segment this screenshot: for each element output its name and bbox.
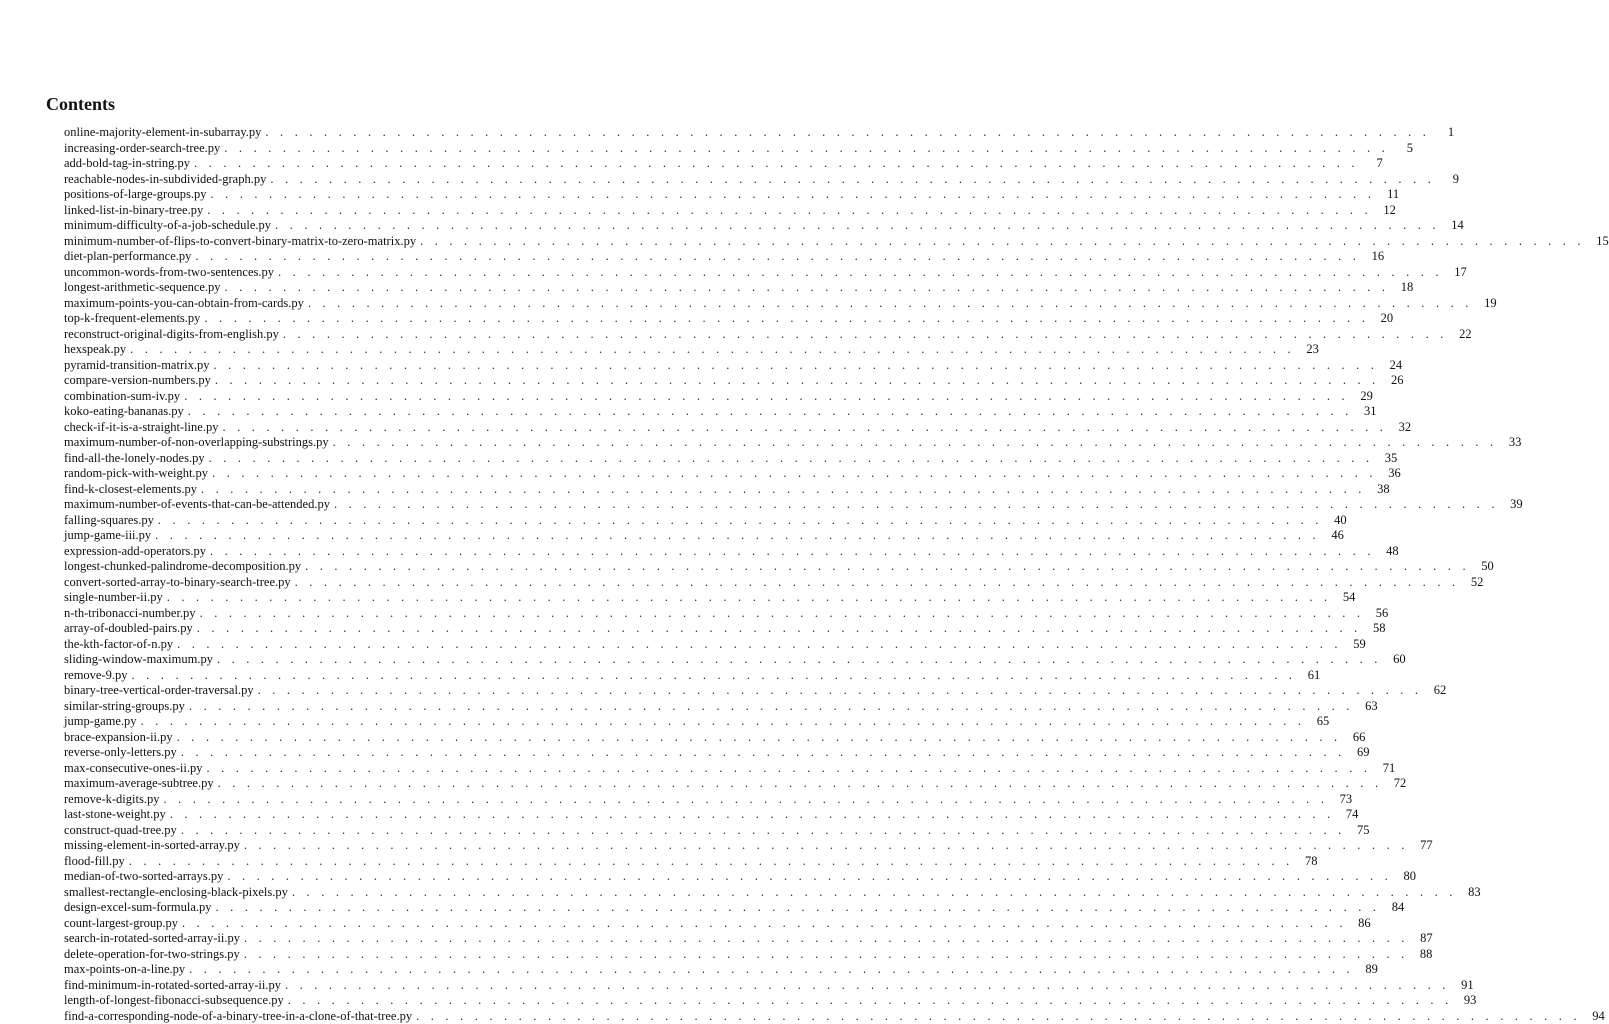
toc-entry-title[interactable]: design-excel-sum-formula.py — [64, 900, 212, 914]
toc-entry-title[interactable]: increasing-order-search-tree.py — [64, 140, 221, 155]
toc-entry-page-number[interactable]: 58 — [1372, 621, 1386, 635]
toc-leader-dots: . . . . . . . . . . . . . . . . . . . . . . . . . . . . . . . . . . . . . . . . . . . . . . . . . . . . . . . . . . . . . . . . . . . . . . . . . . . . . . . . — [206, 760, 1372, 775]
toc-entry-title[interactable]: koko-eating-bananas.py — [64, 404, 184, 418]
toc-entry-title[interactable]: reconstruct-original-digits-from-english.py — [64, 326, 279, 341]
toc-leader-dots: . . . . . . . . . . . . . . . . . . . . . . . . . . . . . . . . . . . . . . . . . . . . . . . . . . . . . . . . . . . . . . . . . . . . . . . . . . . . . . . . — [128, 853, 1294, 868]
toc-entry[interactable] — [64, 543, 1399, 560]
toc-entry-page-number[interactable]: 65 — [1316, 714, 1330, 728]
toc-entry-page-number[interactable]: 72 — [1393, 776, 1407, 790]
toc-entry-title[interactable]: online-majority-element-in-subarray.py — [64, 125, 262, 139]
toc-entry[interactable] — [64, 946, 1433, 963]
toc-entry[interactable] — [64, 435, 1522, 451]
toc-entry-page-number[interactable]: 86 — [1358, 915, 1371, 930]
toc-entry[interactable] — [64, 605, 1389, 622]
toc-leader-dots: . . . . . . . . . . . . . . . . . . . . . . . . . . . . . . . . . . . . . . . . . . . . . . . . . . . . . . . . . . . . . . . . . . . . . . . . . . . . . . . . — [204, 311, 1370, 325]
toc-entry-title[interactable]: find-k-closest-elements.py — [64, 481, 197, 496]
toc-entry-page-number[interactable]: 88 — [1419, 946, 1433, 961]
toc-entry-page-number[interactable]: 50 — [1481, 559, 1494, 573]
toc-entry-page-number[interactable]: 84 — [1391, 900, 1405, 914]
toc-entry-title[interactable]: expression-add-operators.py — [64, 543, 206, 558]
toc-entry-page-number[interactable]: 75 — [1357, 822, 1370, 837]
toc-entry[interactable] — [64, 853, 1318, 870]
toc-leader-dots: . . . . . . . . . . . . . . . . . . . . . . . . . . . . . . . . . . . . . . . . . . . . . . . . . . . . . . . . . . . . . . . . . . . . . . . . . . . . . . . . — [200, 481, 1366, 496]
toc-entry-title[interactable]: maximum-average-subtree.py — [64, 776, 214, 790]
toc-leader-dots: . . . . . . . . . . . . . . . . . . . . . . . . . . . . . . . . . . . . . . . . . . . . . . . . . . . . . . . . . . . . . . . . . . . . . . . . . . . . . . . . — [284, 977, 1450, 992]
toc-entry[interactable] — [64, 993, 1477, 1009]
toc-entry[interactable] — [64, 745, 1370, 761]
toc-entry-title[interactable]: diet-plan-performance.py — [64, 249, 192, 263]
toc-entry-title[interactable]: jump-game.py — [64, 714, 137, 728]
toc-leader-dots: . . . . . . . . . . . . . . . . . . . . . . . . . . . . . . . . . . . . . . . . . . . . . . . . . . . . . . . . . . . . . . . . . . . . . . . . . . . . . . . . — [180, 822, 1346, 837]
toc-entry-title[interactable]: add-bold-tag-in-string.py — [64, 156, 191, 170]
toc-entry[interactable] — [64, 450, 1398, 467]
toc-entry[interactable] — [64, 822, 1370, 839]
toc-entry-page-number[interactable]: 87 — [1420, 931, 1433, 945]
toc-leader-dots: . . . . . . . . . . . . . . . . . . . . . . . . . . . . . . . . . . . . . . . . . . . . . . . . . . . . . . . . . . . . . . . . . . . . . . . . . . . . . . . . — [212, 466, 1377, 480]
toc-entry-title[interactable]: delete-operation-for-two-strings.py — [64, 946, 240, 961]
table-of-contents — [64, 125, 1609, 1024]
toc-entry-title[interactable]: brace-expansion-ii.py — [64, 729, 173, 744]
toc-leader-dots: . . . . . . . . . . . . . . . . . . . . . . . . . . . . . . . . . . . . . . . . . . . . . . . . . . . . . . . . . . . . . . . . . . . . . . . . . . . . . . . . — [209, 543, 1375, 558]
toc-entry[interactable] — [64, 528, 1344, 544]
toc-entry-title[interactable]: linked-list-in-binary-tree.py — [64, 202, 204, 217]
toc-entry[interactable] — [64, 125, 1455, 141]
toc-entry[interactable] — [64, 404, 1377, 420]
toc-entry[interactable] — [64, 388, 1373, 405]
toc-leader-dots: . . . . . . . . . . . . . . . . . . . . . . . . . . . . . . . . . . . . . . . . . . . . . . . . . . . . . . . . . . . . . . . . . . . . . . . . . . . . . . . . — [131, 667, 1297, 682]
toc-entry-title[interactable]: last-stone-weight.py — [64, 807, 166, 821]
toc-entry[interactable] — [64, 202, 1396, 219]
toc-entry-title[interactable]: n-th-tribonacci-number.py — [64, 605, 196, 620]
toc-entry-page-number[interactable]: 48 — [1386, 543, 1399, 558]
toc-entry-title[interactable]: max-consecutive-ones-ii.py — [64, 760, 203, 775]
toc-leader-dots: . . . . . . . . . . . . . . . . . . . . . . . . . . . . . . . . . . . . . . . . . . . . . . . . . . . . . . . . . . . . . . . . . . . . . . . . . . . . . . . . — [278, 264, 1443, 279]
toc-leader-dots: . . . . . . . . . . . . . . . . . . . . . . . . . . . . . . . . . . . . . . . . . . . . . . . . . . . . . . . . . . . . . . . . . . . . . . . . . . . . . . . . — [181, 915, 1347, 930]
toc-entry-title[interactable]: longest-chunked-palindrome-decomposition.py — [64, 559, 302, 573]
toc-entry-page-number[interactable]: 56 — [1375, 605, 1389, 620]
toc-entry-page-number[interactable]: 32 — [1398, 419, 1412, 434]
toc-entry-title[interactable]: similar-string-groups.py — [64, 698, 185, 713]
toc-leader-dots: . . . . . . . . . . . . . . . . . . . . . . . . . . . . . . . . . . . . . . . . . . . . . . . . . . . . . . . . . . . . . . . . . . . . . . . . . . . . . . . . — [307, 295, 1473, 310]
toc-leader-dots: . . . . . . . . . . . . . . . . . . . . . . . . . . . . . . . . . . . . . . . . . . . . . . . . . . . . . . . . . . . . . . . . . . . . . . . . . . . . . . . . — [243, 931, 1409, 945]
toc-leader-dots: . . . . . . . . . . . . . . . . . . . . . . . . . . . . . . . . . . . . . . . . . . . . . . . . . . . . . . . . . . . . . . . . . . . . . . . . . . . . . . . . — [420, 233, 1585, 248]
toc-leader-dots: . . . . . . . . . . . . . . . . . . . . . . . . . . . . . . . . . . . . . . . . . . . . . . . . . . . . . . . . . . . . . . . . . . . . . . . . . . . . . . . . — [305, 559, 1470, 573]
contents-heading: Contents — [46, 94, 116, 114]
toc-entry-title[interactable]: missing-element-in-sorted-array.py — [64, 838, 240, 852]
toc-entry-page-number[interactable]: 12 — [1383, 202, 1396, 217]
toc-leader-dots: . . . . . . . . . . . . . . . . . . . . . . . . . . . . . . . . . . . . . . . . . . . . . . . . . . . . . . . . . . . . . . . . . . . . . . . . . . . . . . . . — [166, 590, 1332, 604]
toc-leader-dots: . . . . . . . . . . . . . . . . . . . . . . . . . . . . . . . . . . . . . . . . . . . . . . . . . . . . . . . . . . . . . . . . . . . . . . . . . . . . . . . . — [224, 280, 1390, 294]
toc-entry-page-number[interactable]: 62 — [1433, 683, 1447, 697]
toc-entry[interactable] — [64, 807, 1359, 823]
toc-entry-title[interactable]: flood-fill.py — [64, 853, 125, 868]
toc-leader-dots: . . . . . . . . . . . . . . . . . . . . . . . . . . . . . . . . . . . . . . . . . . . . . . . . . . . . . . . . . . . . . . . . . . . . . . . . . . . . . . . . — [257, 683, 1423, 697]
toc-entry-page-number[interactable]: 93 — [1463, 993, 1477, 1007]
toc-entry-page-number[interactable]: 16 — [1371, 249, 1385, 263]
toc-leader-dots: . . . . . . . . . . . . . . . . . . . . . . . . . . . . . . . . . . . . . . . . . . . . . . . . . . . . . . . . . . . . . . . . . . . . . . . . . . . . . . . . — [157, 512, 1323, 527]
toc-entry-title[interactable]: remove-9.py — [64, 667, 128, 682]
toc-entry[interactable] — [64, 714, 1330, 730]
toc-leader-dots: . . . . . . . . . . . . . . . . . . . . . . . . . . . . . . . . . . . . . . . . . . . . . . . . . . . . . . . . . . . . . . . . . . . . . . . . . . . . . . . . — [222, 419, 1388, 434]
toc-entry-title[interactable]: compare-version-numbers.py — [64, 373, 211, 387]
toc-entry[interactable] — [64, 869, 1417, 885]
toc-leader-dots: . . . . . . . . . . . . . . . . . . . . . . . . . . . . . . . . . . . . . . . . . . . . . . . . . . . . . . . . . . . . . . . . . . . . . . . . . . . . . . . . — [270, 171, 1436, 186]
toc-leader-dots: . . . . . . . . . . . . . . . . . . . . . . . . . . . . . . . . . . . . . . . . . . . . . . . . . . . . . . . . . . . . . . . . . . . . . . . . . . . . . . . . — [188, 698, 1354, 713]
toc-entry-title[interactable]: sliding-window-maximum.py — [64, 652, 213, 666]
toc-leader-dots: . . . . . . . . . . . . . . . . . . . . . . . . . . . . . . . . . . . . . . . . . . . . . . . . . . . . . . . . . . . . . . . . . . . . . . . . . . . . . . . . — [275, 218, 1440, 232]
toc-entry-page-number[interactable]: 39 — [1510, 497, 1523, 511]
toc-leader-dots: . . . . . . . . . . . . . . . . . . . . . . . . . . . . . . . . . . . . . . . . . . . . . . . . . . . . . . . . . . . . . . . . . . . . . . . . . . . . . . . . — [217, 776, 1383, 790]
toc-entry-page-number[interactable]: 63 — [1365, 698, 1378, 713]
toc-entry-page-number[interactable]: 78 — [1304, 853, 1318, 868]
toc-entry-title[interactable]: longest-arithmetic-sequence.py — [64, 280, 221, 294]
toc-entry-title[interactable]: maximum-number-of-events-that-can-be-attended.py — [64, 497, 330, 511]
toc-entry-title[interactable]: maximum-number-of-non-overlapping-substrings.py — [64, 435, 329, 449]
toc-entry[interactable] — [64, 977, 1474, 994]
toc-leader-dots: . . . . . . . . . . . . . . . . . . . . . . . . . . . . . . . . . . . . . . . . . . . . . . . . . . . . . . . . . . . . . . . . . . . . . . . . . . . . . . . . — [224, 140, 1389, 155]
toc-entry[interactable] — [64, 249, 1385, 265]
toc-entry[interactable] — [64, 683, 1447, 699]
toc-leader-dots: . . . . . . . . . . . . . . . . . . . . . . . . . . . . . . . . . . . . . . . . . . . . . . . . . . . . . . . . . . . . . . . . . . . . . . . . . . . . . . . . — [163, 791, 1329, 806]
toc-entry[interactable] — [64, 187, 1400, 203]
toc-entry-title[interactable]: check-if-it-is-a-straight-line.py — [64, 419, 219, 434]
toc-entry[interactable] — [64, 559, 1494, 575]
toc-entry[interactable] — [64, 590, 1356, 606]
toc-entry-page-number[interactable]: 36 — [1388, 466, 1401, 480]
toc-entry-page-number[interactable]: 17 — [1454, 264, 1467, 279]
toc-leader-dots: . . . . . . . . . . . . . . . . . . . . . . . . . . . . . . . . . . . . . . . . . . . . . . . . . . . . . . . . . . . . . . . . . . . . . . . . . . . . . . . . — [333, 497, 1499, 511]
toc-entry[interactable] — [64, 636, 1366, 653]
toc-entry-page-number[interactable]: 7 — [1376, 156, 1383, 170]
toc-entry[interactable] — [64, 652, 1406, 668]
toc-entry-page-number[interactable]: 22 — [1459, 326, 1472, 341]
toc-leader-dots: . . . . . . . . . . . . . . . . . . . . . . . . . . . . . . . . . . . . . . . . . . . . . . . . . . . . . . . . . . . . . . . . . . . . . . . . . . . . . . . . — [215, 900, 1381, 914]
toc-entry-page-number[interactable]: 15 — [1596, 233, 1609, 248]
toc-leader-dots: . . . . . . . . . . . . . . . . . . . . . . . . . . . . . . . . . . . . . . . . . . . . . . . . . . . . . . . . . . . . . . . . . . . . . . . . . . . . . . . . — [199, 605, 1365, 620]
toc-entry[interactable] — [64, 838, 1433, 854]
toc-entry-page-number[interactable]: 31 — [1363, 404, 1377, 418]
toc-leader-dots: . . . . . . . . . . . . . . . . . . . . . . . . . . . . . . . . . . . . . . . . . . . . . . . . . . . . . . . . . . . . . . . . . . . . . . . . . . . . . . . . — [155, 528, 1320, 542]
toc-entry-page-number[interactable]: 35 — [1384, 450, 1398, 465]
toc-entry-title[interactable]: minimum-number-of-flips-to-convert-binary-matrix-to-zero-matrix.py — [64, 233, 417, 248]
toc-entry[interactable] — [64, 280, 1414, 296]
toc-entry-page-number[interactable]: 52 — [1470, 574, 1484, 589]
toc-entry-title[interactable]: single-number-ii.py — [64, 590, 163, 604]
toc-entry-title[interactable]: length-of-longest-fibonacci-subsequence.py — [64, 993, 284, 1007]
toc-entry-page-number[interactable]: 69 — [1357, 745, 1370, 759]
toc-entry-page-number[interactable]: 5 — [1406, 140, 1413, 155]
toc-entry[interactable] — [64, 311, 1394, 327]
toc-entry-page-number[interactable]: 94 — [1592, 1008, 1605, 1023]
toc-entry-title[interactable]: uncommon-words-from-two-sentences.py — [64, 264, 275, 279]
toc-entry-page-number[interactable]: 73 — [1339, 791, 1353, 806]
toc-leader-dots: . . . . . . . . . . . . . . . . . . . . . . . . . . . . . . . . . . . . . . . . . . . . . . . . . . . . . . . . . . . . . . . . . . . . . . . . . . . . . . . . — [196, 621, 1362, 635]
toc-leader-dots: . . . . . . . . . . . . . . . . . . . . . . . . . . . . . . . . . . . . . . . . . . . . . . . . . . . . . . . . . . . . . . . . . . . . . . . . . . . . . . . . — [287, 993, 1453, 1007]
toc-leader-dots: . . . . . . . . . . . . . . . . . . . . . . . . . . . . . . . . . . . . . . . . . . . . . . . . . . . . . . . . . . . . . . . . . . . . . . . . . . . . . . . . — [184, 388, 1349, 403]
toc-entry[interactable] — [64, 497, 1523, 513]
toc-leader-dots: . . . . . . . . . . . . . . . . . . . . . . . . . . . . . . . . . . . . . . . . . . . . . . . . . . . . . . . . . . . . . . . . . . . . . . . . . . . . . . . . — [243, 838, 1409, 852]
toc-leader-dots: . . . . . . . . . . . . . . . . . . . . . . . . . . . . . . . . . . . . . . . . . . . . . . . . . . . . . . . . . . . . . . . . . . . . . . . . . . . . . . . . — [294, 574, 1460, 589]
toc-leader-dots: . . . . . . . . . . . . . . . . . . . . . . . . . . . . . . . . . . . . . . . . . . . . . . . . . . . . . . . . . . . . . . . . . . . . . . . . . . . . . . . . — [208, 450, 1374, 465]
toc-entry[interactable] — [64, 760, 1396, 777]
toc-entry-page-number[interactable]: 11 — [1387, 187, 1400, 201]
toc-leader-dots: . . . . . . . . . . . . . . . . . . . . . . . . . . . . . . . . . . . . . . . . . . . . . . . . . . . . . . . . . . . . . . . . . . . . . . . . . . . . . . . . — [176, 729, 1342, 744]
toc-entry[interactable] — [64, 342, 1319, 358]
toc-entry[interactable] — [64, 667, 1321, 684]
toc-entry[interactable] — [64, 512, 1347, 529]
toc-entry-page-number[interactable]: 60 — [1393, 652, 1406, 666]
toc-entry[interactable] — [64, 233, 1609, 250]
toc-entry[interactable] — [64, 900, 1405, 916]
toc-entry-title[interactable]: maximum-points-you-can-obtain-from-cards.py — [64, 295, 304, 310]
toc-entry-page-number[interactable]: 26 — [1391, 373, 1404, 387]
toc-entry-page-number[interactable]: 80 — [1403, 869, 1417, 883]
toc-entry-title[interactable]: combination-sum-iv.py — [64, 388, 181, 403]
toc-entry[interactable] — [64, 481, 1390, 498]
toc-entry[interactable] — [64, 171, 1460, 188]
toc-entry[interactable] — [64, 218, 1464, 234]
toc-entry-title[interactable]: remove-k-digits.py — [64, 791, 160, 806]
toc-entry-title[interactable]: reverse-only-letters.py — [64, 745, 177, 759]
toc-entry-page-number[interactable]: 59 — [1353, 636, 1366, 651]
toc-entry-page-number[interactable]: 29 — [1360, 388, 1373, 403]
toc-entry-page-number[interactable]: 9 — [1452, 171, 1460, 186]
toc-entry[interactable] — [64, 326, 1472, 343]
toc-leader-dots: . . . . . . . . . . . . . . . . . . . . . . . . . . . . . . . . . . . . . . . . . . . . . . . . . . . . . . . . . . . . . . . . . . . . . . . . . . . . . . . . — [195, 249, 1361, 263]
toc-entry[interactable] — [64, 915, 1371, 932]
toc-leader-dots: . . . . . . . . . . . . . . . . . . . . . . . . . . . . . . . . . . . . . . . . . . . . . . . . . . . . . . . . . . . . . . . . . . . . . . . . . . . . . . . . — [214, 373, 1380, 387]
toc-entry-page-number[interactable]: 14 — [1451, 218, 1464, 232]
toc-entry-page-number[interactable]: 38 — [1377, 481, 1390, 496]
toc-entry[interactable] — [64, 884, 1481, 901]
toc-entry[interactable] — [64, 357, 1403, 374]
toc-entry-title[interactable]: search-in-rotated-sorted-array-ii.py — [64, 931, 240, 945]
toc-entry-title[interactable]: minimum-difficulty-of-a-job-schedule.py — [64, 218, 272, 232]
toc-entry-page-number[interactable]: 91 — [1461, 977, 1474, 992]
toc-entry[interactable] — [64, 574, 1484, 591]
toc-entry-title[interactable]: random-pick-with-weight.py — [64, 466, 209, 480]
toc-entry-page-number[interactable]: 33 — [1508, 435, 1522, 449]
toc-entry[interactable] — [64, 466, 1401, 482]
toc-entry-page-number[interactable]: 61 — [1307, 667, 1321, 682]
toc-leader-dots: . . . . . . . . . . . . . . . . . . . . . . . . . . . . . . . . . . . . . . . . . . . . . . . . . . . . . . . . . . . . . . . . . . . . . . . . . . . . . . . . — [180, 745, 1346, 759]
toc-leader-dots: . . . . . . . . . . . . . . . . . . . . . . . . . . . . . . . . . . . . . . . . . . . . . . . . . . . . . . . . . . . . . . . . . . . . . . . . . . . . . . . . — [332, 435, 1498, 449]
toc-entry[interactable] — [64, 698, 1378, 715]
toc-entry[interactable] — [64, 776, 1407, 792]
toc-entry-title[interactable]: jump-game-iii.py — [64, 528, 152, 542]
toc-entry-title[interactable]: array-of-doubled-pairs.py — [64, 621, 193, 635]
toc-entry-page-number[interactable]: 40 — [1334, 512, 1347, 527]
toc-leader-dots: . . . . . . . . . . . . . . . . . . . . . . . . . . . . . . . . . . . . . . . . . . . . . . . . . . . . . . . . . . . . . . . . . . . . . . . . . . . . . . . . — [130, 342, 1295, 356]
toc-leader-dots: . . . . . . . . . . . . . . . . . . . . . . . . . . . . . . . . . . . . . . . . . . . . . . . . . . . . . . . . . . . . . . . . . . . . . . . . . . . . . . . . — [140, 714, 1306, 728]
toc-entry-title[interactable]: find-all-the-lonely-nodes.py — [64, 450, 205, 465]
toc-entry-title[interactable]: top-k-frequent-elements.py — [64, 311, 201, 325]
toc-entry[interactable] — [64, 419, 1412, 436]
toc-entry[interactable] — [64, 791, 1353, 808]
toc-entry[interactable] — [64, 295, 1497, 312]
toc-leader-dots: . . . . . . . . . . . . . . . . . . . . . . . . . . . . . . . . . . . . . . . . . . . . . . . . . . . . . . . . . . . . . . . . . . . . . . . . . . . . . . . . — [189, 962, 1354, 976]
toc-entry[interactable] — [64, 621, 1386, 637]
toc-entry-page-number[interactable]: 71 — [1382, 760, 1396, 775]
toc-leader-dots: . . . . . . . . . . . . . . . . . . . . . . . . . . . . . . . . . . . . . . . . . . . . . . . . . . . . . . . . . . . . . . . . . . . . . . . . . . . . . . . . — [265, 125, 1431, 139]
toc-entry-page-number[interactable]: 1 — [1447, 125, 1455, 139]
toc-leader-dots: . . . . . . . . . . . . . . . . . . . . . . . . . . . . . . . . . . . . . . . . . . . . . . . . . . . . . . . . . . . . . . . . . . . . . . . . . . . . . . . . — [282, 326, 1448, 341]
toc-entry-title[interactable]: find-minimum-in-rotated-sorted-array-ii.py — [64, 977, 281, 992]
toc-entry-title[interactable]: positions-of-large-groups.py — [64, 187, 207, 201]
toc-entry-title[interactable]: the-kth-factor-of-n.py — [64, 636, 174, 651]
toc-entry-title[interactable]: hexspeak.py — [64, 342, 127, 356]
toc-entry[interactable] — [64, 264, 1467, 281]
toc-leader-dots: . . . . . . . . . . . . . . . . . . . . . . . . . . . . . . . . . . . . . . . . . . . . . . . . . . . . . . . . . . . . . . . . . . . . . . . . . . . . . . . . — [187, 404, 1353, 418]
toc-entry-title[interactable]: median-of-two-sorted-arrays.py — [64, 869, 224, 883]
toc-entry-page-number[interactable]: 46 — [1331, 528, 1344, 542]
toc-entry-title[interactable]: count-largest-group.py — [64, 915, 178, 930]
toc-leader-dots: . . . . . . . . . . . . . . . . . . . . . . . . . . . . . . . . . . . . . . . . . . . . . . . . . . . . . . . . . . . . . . . . . . . . . . . . . . . . . . . . — [243, 946, 1409, 961]
toc-entry-page-number[interactable]: 19 — [1484, 295, 1497, 310]
toc-entry-title[interactable]: max-points-on-a-line.py — [64, 962, 186, 976]
toc-entry-page-number[interactable]: 18 — [1400, 280, 1414, 294]
toc-entry-title[interactable]: falling-squares.py — [64, 512, 154, 527]
toc-entry-page-number[interactable]: 20 — [1380, 311, 1394, 325]
toc-entry[interactable] — [64, 140, 1413, 157]
toc-leader-dots: . . . . . . . . . . . . . . . . . . . . . . . . . . . . . . . . . . . . . . . . . . . . . . . . . . . . . . . . . . . . . . . . . . . . . . . . . . . . . . . . — [207, 202, 1372, 217]
toc-entry-page-number[interactable]: 83 — [1468, 884, 1481, 899]
toc-leader-dots: . . . . . . . . . . . . . . . . . . . . . . . . . . . . . . . . . . . . . . . . . . . . . . . . . . . . . . . . . . . . . . . . . . . . . . . . . . . . . . . . — [213, 357, 1379, 372]
toc-leader-dots: . . . . . . . . . . . . . . . . . . . . . . . . . . . . . . . . . . . . . . . . . . . . . . . . . . . . . . . . . . . . . . . . . . . . . . . . . . . . . . . . — [194, 156, 1359, 170]
toc-entry-page-number[interactable]: 74 — [1345, 807, 1359, 821]
toc-entry[interactable] — [64, 729, 1366, 746]
toc-entry-page-number[interactable]: 54 — [1342, 590, 1356, 604]
toc-entry[interactable] — [64, 373, 1404, 389]
toc-entry-page-number[interactable]: 66 — [1352, 729, 1366, 744]
toc-entry-title[interactable]: construct-quad-tree.py — [64, 822, 177, 837]
toc-leader-dots: . . . . . . . . . . . . . . . . . . . . . . . . . . . . . . . . . . . . . . . . . . . . . . . . . . . . . . . . . . . . . . . . . . . . . . . . . . . . . . . . — [169, 807, 1335, 821]
toc-entry-title[interactable]: binary-tree-vertical-order-traversal.py — [64, 683, 254, 697]
toc-entry-title[interactable]: reachable-nodes-in-subdivided-graph.py — [64, 171, 267, 186]
toc-leader-dots: . . . . . . . . . . . . . . . . . . . . . . . . . . . . . . . . . . . . . . . . . . . . . . . . . . . . . . . . . . . . . . . . . . . . . . . . . . . . . . . . — [416, 1008, 1581, 1023]
toc-entry-title[interactable]: convert-sorted-array-to-binary-search-tree.py — [64, 574, 291, 589]
toc-leader-dots: . . . . . . . . . . . . . . . . . . . . . . . . . . . . . . . . . . . . . . . . . . . . . . . . . . . . . . . . . . . . . . . . . . . . . . . . . . . . . . . . — [227, 869, 1393, 883]
toc-entry[interactable] — [64, 1008, 1605, 1024]
toc-entry-title[interactable]: find-a-corresponding-node-of-a-binary-tree-in-a-clone-of-that-tree.py — [64, 1008, 413, 1023]
toc-entry-page-number[interactable]: 77 — [1420, 838, 1433, 852]
toc-leader-dots: . . . . . . . . . . . . . . . . . . . . . . . . . . . . . . . . . . . . . . . . . . . . . . . . . . . . . . . . . . . . . . . . . . . . . . . . . . . . . . . . — [216, 652, 1382, 666]
toc-leader-dots: . . . . . . . . . . . . . . . . . . . . . . . . . . . . . . . . . . . . . . . . . . . . . . . . . . . . . . . . . . . . . . . . . . . . . . . . . . . . . . . . — [291, 884, 1457, 899]
toc-entry-page-number[interactable]: 23 — [1306, 342, 1319, 356]
toc-entry[interactable] — [64, 156, 1383, 172]
toc-leader-dots: . . . . . . . . . . . . . . . . . . . . . . . . . . . . . . . . . . . . . . . . . . . . . . . . . . . . . . . . . . . . . . . . . . . . . . . . . . . . . . . . — [177, 636, 1342, 651]
toc-entry-page-number[interactable]: 24 — [1389, 357, 1403, 372]
toc-entry-title[interactable]: pyramid-transition-matrix.py — [64, 357, 210, 372]
toc-leader-dots: . . . . . . . . . . . . . . . . . . . . . . . . . . . . . . . . . . . . . . . . . . . . . . . . . . . . . . . . . . . . . . . . . . . . . . . . . . . . . . . . — [210, 187, 1376, 201]
toc-entry-title[interactable]: smallest-rectangle-enclosing-black-pixels.py — [64, 884, 288, 899]
toc-entry-page-number[interactable]: 89 — [1365, 962, 1378, 976]
toc-entry[interactable] — [64, 962, 1378, 978]
toc-entry[interactable] — [64, 931, 1433, 947]
